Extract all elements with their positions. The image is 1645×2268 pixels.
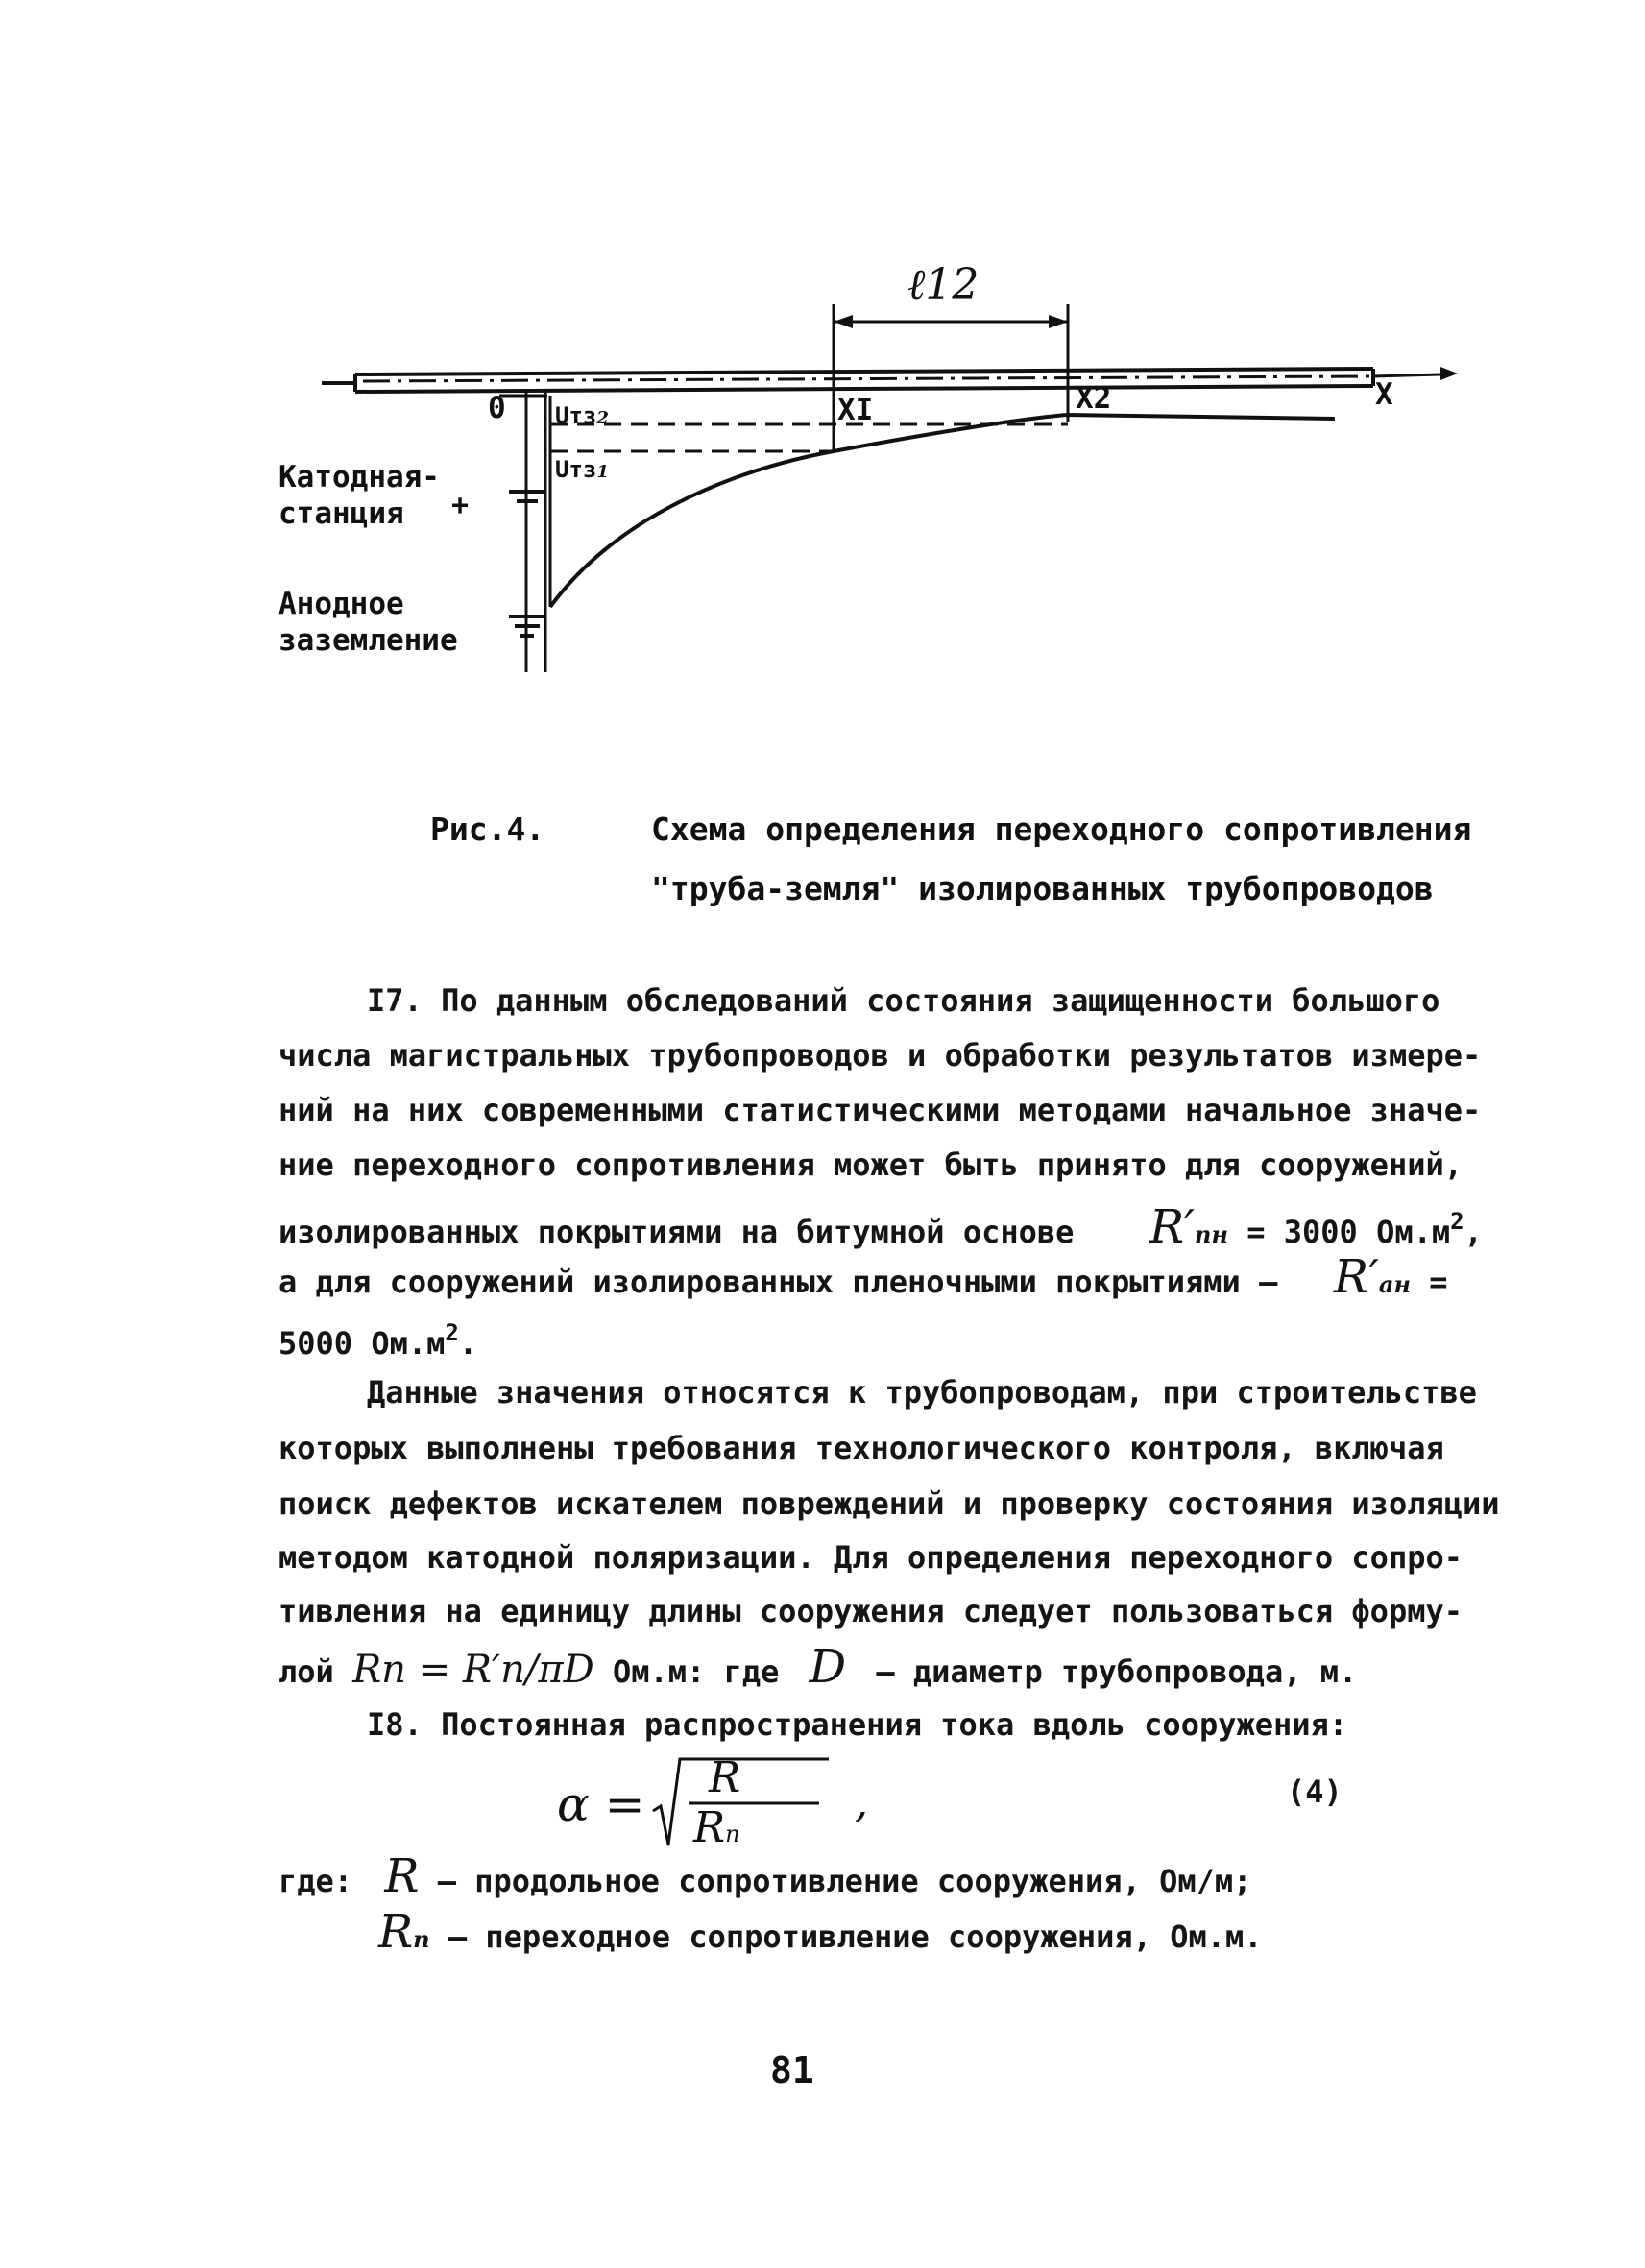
pdata-line-1: Данные значения относятся к трубопроводам, при строительстве bbox=[367, 1374, 1477, 1411]
formula-lhs: α = bbox=[557, 1776, 645, 1832]
where-line-2: Rп – переходное сопротивление сооружения, Ом.м. bbox=[378, 1905, 1263, 1959]
uts2-label: Uтз2 bbox=[555, 402, 609, 429]
pdata-line-4: методом катодной поляризации. Для определения переходного сопро- bbox=[278, 1539, 1463, 1576]
p17-line-2: числа магистральных трубопроводов и обработки результатов измере- bbox=[278, 1037, 1482, 1074]
pipeline-diagram bbox=[0, 0, 1645, 691]
x1-label: XI bbox=[837, 393, 874, 427]
caption-line-2: "труба-земля" изолированных трубопроводов bbox=[651, 870, 1434, 907]
pdata-line-6: лой Rп = R′п/πD Ом.м: где D – диаметр трубопровода, м. bbox=[278, 1640, 1358, 1694]
x-axis-arrow bbox=[1440, 367, 1458, 380]
axis-centerline bbox=[363, 376, 1373, 381]
dim-arrow-right bbox=[1049, 315, 1068, 328]
plus-sign: + bbox=[451, 489, 470, 522]
station-connector bbox=[499, 392, 547, 672]
p17-line-5: изолированных покрытиями на битумной основе R′пн = 3000 $Ом.м^2$, bbox=[278, 1200, 1483, 1254]
page-number: 81 bbox=[770, 2049, 814, 2091]
formula-4 bbox=[547, 1749, 951, 1855]
length-label: ℓ12 bbox=[907, 260, 980, 309]
p17-line-1: I7. По данным обследований состояния защищенности большого bbox=[367, 982, 1440, 1019]
cathode-station-label: Катодная- станция bbox=[278, 460, 440, 531]
p18-line-1: I8. Постоянная распространения тока вдоль сооружения: bbox=[367, 1706, 1348, 1743]
formula-comma: , bbox=[855, 1778, 868, 1827]
formula-number: (4) bbox=[1287, 1773, 1343, 1810]
pdata-line-5: тивления на единицу длины сооружения следует пользоваться форму- bbox=[278, 1593, 1463, 1629]
uts1-label: Uтз1 bbox=[555, 456, 609, 483]
axis-label: X bbox=[1375, 377, 1393, 412]
pdata-line-2: которых выполнены требования технологического контроля, включая bbox=[278, 1430, 1444, 1466]
origin-label: 0 bbox=[488, 391, 506, 425]
p17-line-3: ний на них современными статистическими методами начальное значе- bbox=[278, 1092, 1482, 1128]
p17-line-7: 5000 $Ом.м^2$. bbox=[278, 1319, 478, 1362]
dim-arrow-left bbox=[834, 315, 853, 328]
formula-numerator: R bbox=[709, 1753, 741, 1802]
formula-denominator: Rп bbox=[693, 1803, 740, 1852]
anode-ground-label: Анодное заземление bbox=[278, 587, 458, 658]
caption-line-1: Схема определения переходного сопротивления bbox=[651, 810, 1472, 848]
potential-curve bbox=[550, 415, 1335, 607]
p17-line-4: ние переходного сопротивления может быть принято для сооружений, bbox=[278, 1146, 1463, 1183]
formula-radical bbox=[651, 1753, 834, 1849]
where-line-1: где: R – продольное сопротивление сооружения, Ом/м; bbox=[278, 1849, 1252, 1903]
p17-line-6: а для сооружений изолированных пленочными покрытиями – R′ан = bbox=[278, 1250, 1448, 1304]
x2-label: X2 bbox=[1076, 381, 1112, 416]
figure-number: Рис.4. bbox=[430, 810, 545, 848]
pdata-line-3: поиск дефектов искателем повреждений и проверку состояния изоляции bbox=[278, 1485, 1500, 1522]
